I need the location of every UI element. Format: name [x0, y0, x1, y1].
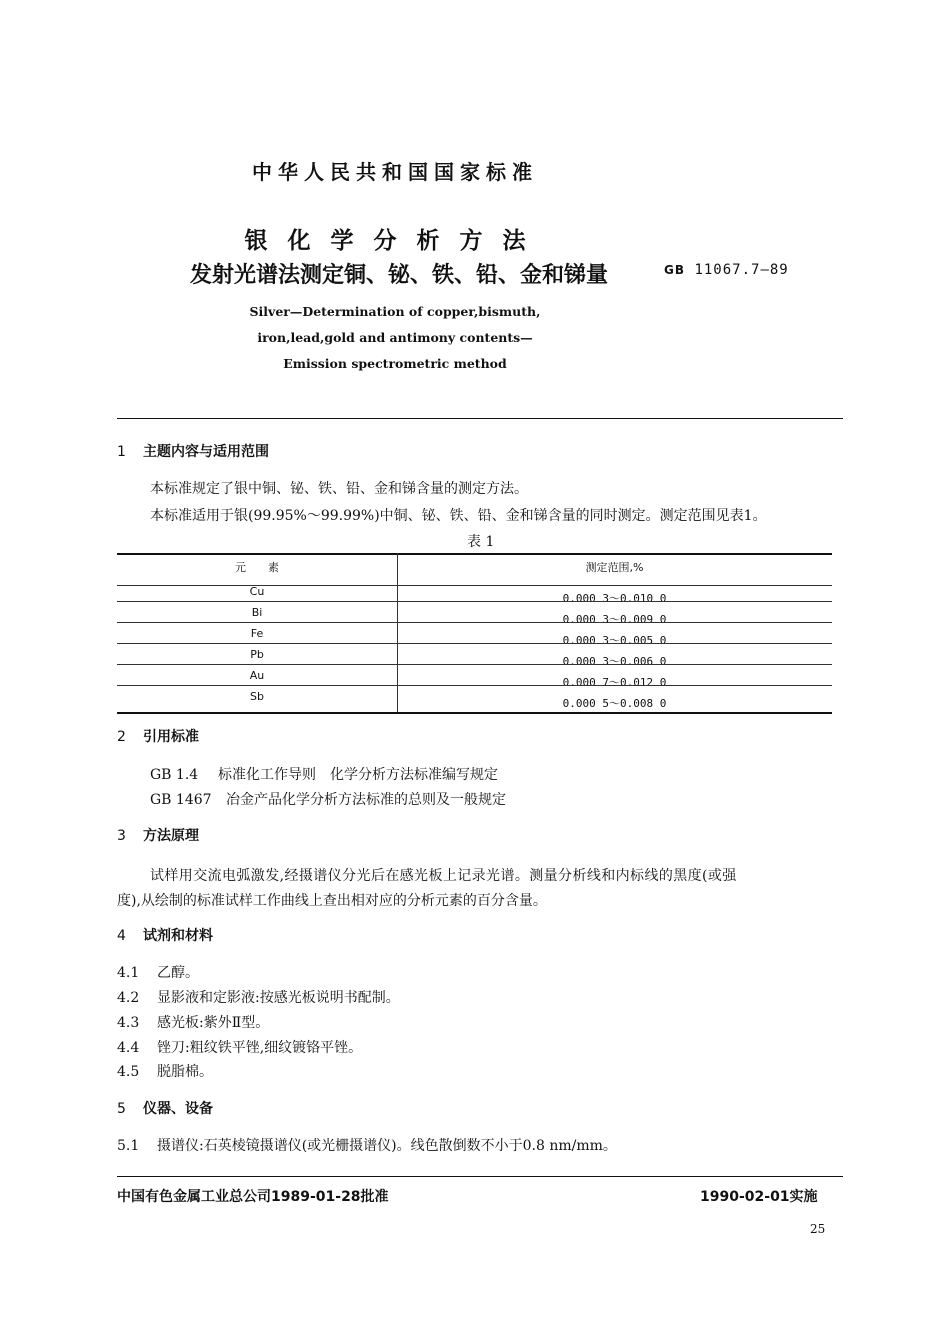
section-number: 5: [117, 1101, 126, 1117]
section-title: 引用标准: [143, 729, 199, 745]
english-title-line: iron,lead,gold and antimony contents—: [257, 330, 533, 345]
table-rule: [117, 553, 832, 555]
item-text: 锉刀:粗纹铁平锉,细纹镀铬平锉。: [157, 1040, 363, 1056]
reference-item: [150, 789, 506, 809]
section-title: 试剂和材料: [143, 928, 213, 944]
reference-text: 标准化工作导则 化学分析方法标准编写规定: [218, 767, 498, 783]
table-rule: [117, 712, 832, 714]
table-rule: [117, 685, 832, 686]
page-number: 25: [810, 1222, 826, 1236]
list-item: [117, 987, 400, 1007]
footer-divider: [117, 1176, 843, 1177]
list-item: [117, 1012, 269, 1032]
standard-name: 中华人民共和国国家标准: [252, 160, 538, 184]
list-item: [117, 1061, 213, 1081]
item-text: 摄谱仪:石英棱镜摄谱仪(或光栅摄谱仪)。线色散倒数不小于0.8 nm/mm。: [157, 1138, 617, 1154]
section-3-heading: [117, 825, 199, 845]
list-item: [117, 1135, 617, 1155]
item-number: 4.5: [117, 1064, 140, 1080]
table-rule: [117, 643, 832, 644]
table-cell-range: 0.000 5～0.008 0: [562, 697, 667, 710]
table-rule: [117, 601, 832, 602]
table-cell-element: Au: [249, 669, 265, 682]
table-cell-range: 0.000 7～0.012 0: [562, 676, 667, 689]
paragraph: 本标准规定了银中铜、铋、铁、铅、金和锑含量的测定方法。: [150, 481, 528, 497]
item-number: 4.1: [117, 965, 140, 981]
table-cell-element: Cu: [249, 585, 265, 598]
reference-item: [150, 764, 498, 784]
effective-date: 1990-02-01实施: [700, 1189, 818, 1205]
table-cell-element: Bi: [251, 606, 263, 619]
item-number: 4.4: [117, 1040, 140, 1056]
reference-code: GB 1467: [150, 792, 212, 808]
section-4-heading: [117, 925, 213, 945]
header-divider: [117, 418, 843, 419]
item-text: 感光板:紫外Ⅱ型。: [157, 1015, 270, 1031]
gb-number: [664, 262, 789, 278]
approval-info: 中国有色金属工业总公司1989-01-28批准: [117, 1189, 389, 1205]
item-number: 5.1: [117, 1138, 140, 1154]
section-5-heading: [117, 1098, 213, 1118]
list-item: [117, 1037, 362, 1057]
item-text: 显影液和定影液:按感光板说明书配制。: [157, 990, 400, 1006]
paragraph: 度),从绘制的标准试样工作曲线上查出相对应的分析元素的百分含量。: [117, 893, 547, 909]
section-number: 1: [117, 444, 126, 460]
section-number: 4: [117, 928, 126, 944]
list-item: [117, 962, 199, 982]
table-cell-range: 0.000 3～0.009 0: [562, 613, 667, 626]
english-title-line: Emission spectrometric method: [283, 356, 507, 371]
table-cell-range: 0.000 3～0.005 0: [562, 634, 667, 647]
table-rule: [117, 622, 832, 623]
paragraph: 试样用交流电弧激发,经摄谱仪分光后在感光板上记录光谱。测量分析线和内标线的黑度(或强: [150, 868, 737, 884]
gb-prefix: GB: [664, 263, 685, 277]
item-text: 脱脂棉。: [157, 1064, 213, 1080]
table-cell-element: Pb: [250, 648, 264, 661]
item-number: 4.2: [117, 990, 140, 1006]
document-subtitle: 发射光谱法测定铜、铋、铁、铅、金和锑量: [190, 263, 609, 288]
table-header-cell: 测定范围,%: [585, 561, 644, 574]
english-title-line: Silver—Determination of copper,bismuth,: [249, 304, 541, 319]
table-cell-range: 0.000 3～0.006 0: [562, 655, 667, 668]
reference-code: GB 1.4: [150, 767, 199, 783]
table-caption: 表 1: [467, 534, 495, 550]
table-cell-element: Sb: [250, 690, 264, 703]
section-title: 仪器、设备: [143, 1101, 213, 1117]
table-header-cell: 元 素: [235, 561, 279, 574]
item-text: 乙醇。: [157, 965, 199, 981]
reference-text: 冶金产品化学分析方法标准的总则及一般规定: [226, 792, 506, 808]
table-cell-range: 0.000 3～0.010 0: [562, 592, 667, 605]
gb-code: 11067.7—89: [694, 262, 789, 278]
document-title: 银化学分析方法: [244, 228, 546, 254]
section-title: 主题内容与适用范围: [143, 444, 269, 460]
item-number: 4.3: [117, 1015, 140, 1031]
table-cell-element: Fe: [250, 627, 264, 640]
section-1-heading: [117, 441, 269, 461]
table-rule: [117, 664, 832, 665]
paragraph: 本标准适用于银(99.95%～99.99%)中铜、铋、铁、铅、金和锑含量的同时测定。测定范围见表1。: [150, 508, 767, 524]
section-number: 2: [117, 729, 126, 745]
section-title: 方法原理: [143, 828, 199, 844]
section-number: 3: [117, 828, 126, 844]
section-2-heading: [117, 726, 199, 746]
